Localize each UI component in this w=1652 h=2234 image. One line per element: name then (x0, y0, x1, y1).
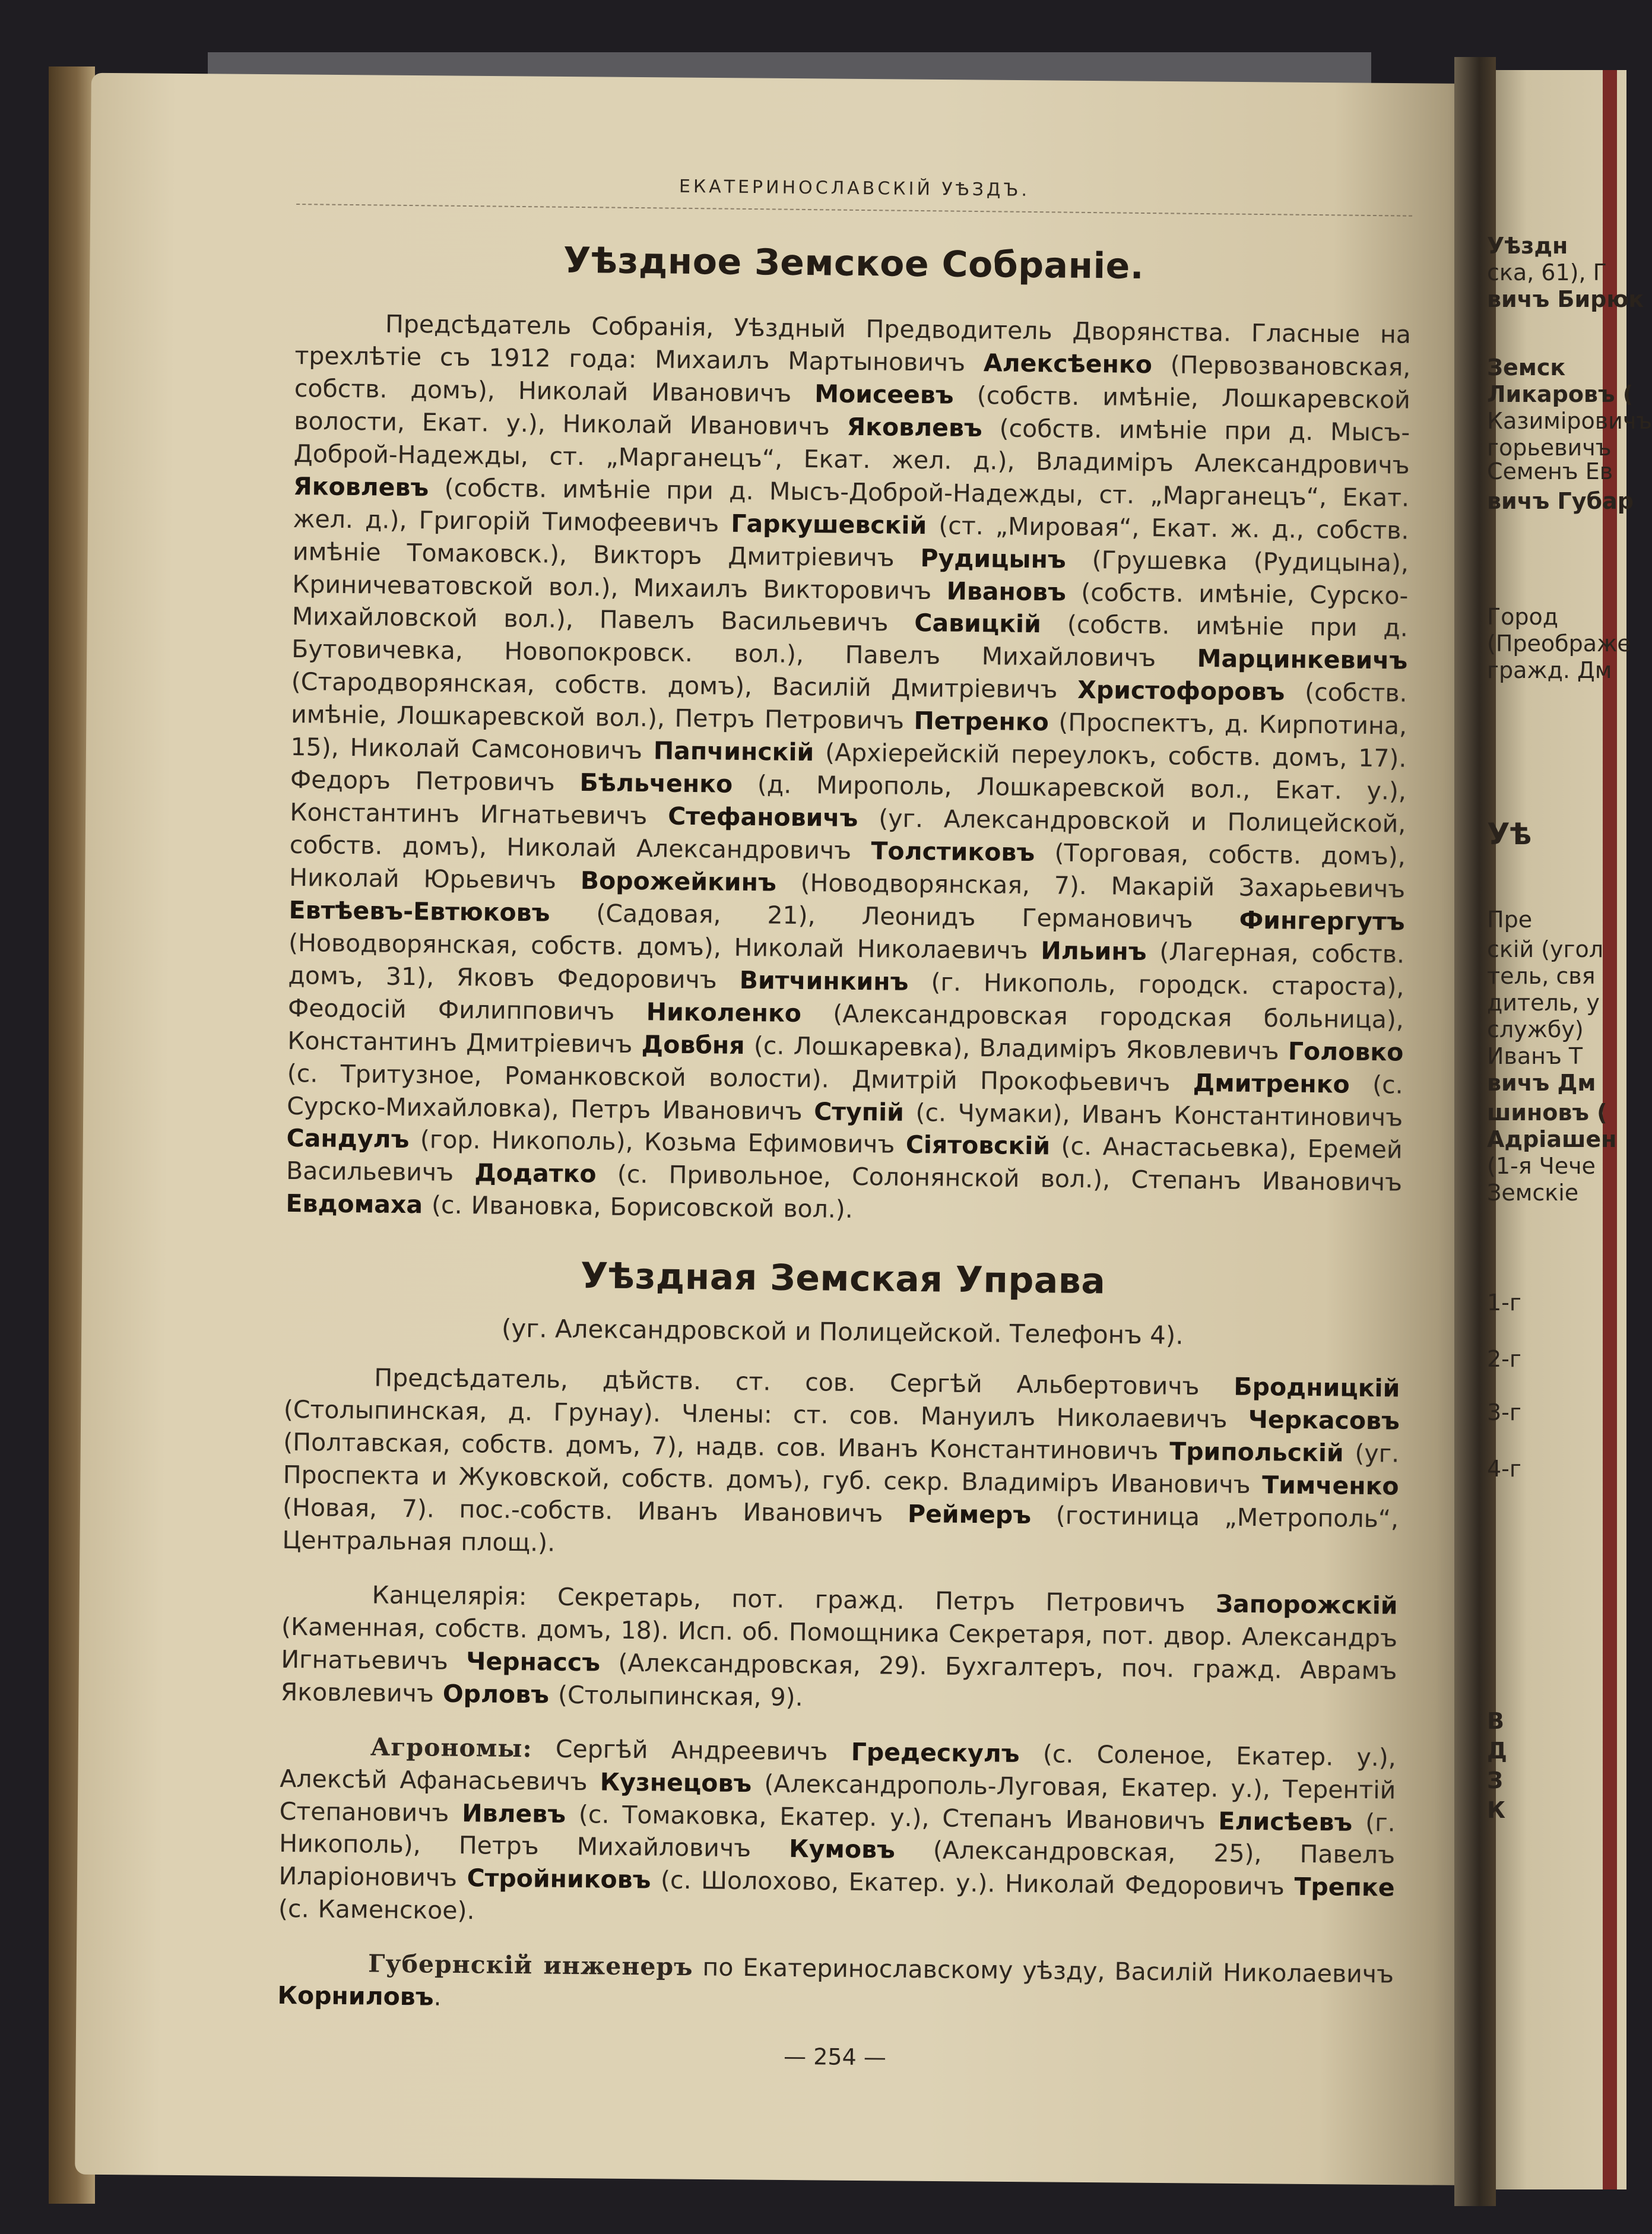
run-in-heading: Агрономы: (370, 1732, 532, 1763)
surname: Фингергутъ (1239, 905, 1405, 936)
surname: Папчинскій (653, 736, 814, 767)
right-page-fragment: скій (угол (1487, 936, 1603, 962)
surname: Ворожейкинъ (580, 866, 777, 897)
surname: Гаркушевскій (731, 509, 927, 540)
surname: Христофоровъ (1077, 676, 1285, 706)
right-page-fragment: шиновъ ( (1487, 1099, 1607, 1126)
right-page-fragment: Уѣздн (1487, 233, 1568, 259)
surname: Евдомаха (286, 1189, 423, 1219)
right-page-fragment: 2-г (1487, 1346, 1521, 1372)
surname: Марцинкевичъ (1197, 644, 1408, 676)
surname: Сандулъ (286, 1124, 410, 1154)
page-number: — 254 — (783, 2043, 887, 2071)
surname: Орловъ (442, 1679, 550, 1709)
right-page-fragment: 3-г (1487, 1399, 1521, 1425)
surname: Трипольскій (1169, 1437, 1344, 1468)
right-page-fragment: Иванъ Т (1487, 1043, 1583, 1069)
surname: Ивлевъ (461, 1798, 566, 1829)
right-page-fragment: В (1487, 1708, 1504, 1734)
surname: Моисеевъ (814, 379, 954, 410)
surname: Яковлевъ (846, 412, 982, 442)
right-page-fragment: дитель, у (1487, 990, 1600, 1016)
paragraph-sobranie: Предсѣдатель Собранія, Уѣздный Предводитель Дворянства. Гласные на трехлѣтіе съ 1912 года: Михаилъ Мартыновичъ Алексѣенко (Первозвановская, собств. домъ), Николай Ивановичъ Моисеевъ (собств. имѣніе, Лошкаревской волости, Екат. у.), Николай Ивановичъ Яковлевъ (собств. имѣніе при д. Мысъ-Доброй-Надежды, ст. „Марганецъ“, Екат. жел. д.), Владиміръ Александровичъ Яковлевъ (собств. имѣніе при д. Мысъ-Доброй-Надежды, ст. „Марганецъ“, Екат. жел. д.), Григорій Тимофеевичъ Гаркушевскій (ст. „Мировая“, Екат. ж. д., собств. имѣніе Томаковск.), Викторъ Дмитріевичъ Рудицынъ (Грушевка (Рудицына), Криничеватовской вол.), Михаилъ Викторовичъ Ивановъ (собств. имѣніе, Сурско-Михайловской вол.), Павелъ Васильевичъ Савицкій (собств. имѣніе при д. Бутовичевка, Новопокровск. вол.), Павелъ Михайловичъ Марцинкевичъ (Стародворянская, собств. домъ), Василій Дмитріевичъ Христофоровъ (собств. имѣніе, Лошкаревской вол.), Петръ Петровичъ Петренко (Проспектъ, д. Кирпотина, 15), Николай Самсоновичъ Папчинскій (Архіерейскій переулокъ, собств. домъ, 17). Федоръ Петровичъ Бѣльченко (д. Мирополь, Лошкаревской вол., Екат. у.), Константинъ Игнатьевичъ Стефановичъ (уг. Александровской и Полицейской, собств. домъ), Николай Александровичъ Толстиковъ (Торговая, собств. домъ), Николай Юрьевичъ Ворожейкинъ (Новодворянская, 7). Макарій Захарьевичъ Евтѣевъ-Евтюковъ (Садовая, 21), Леонидъ Германовичъ Фингергутъ (Новодворянская, собств. домъ), Николай Николаевичъ Ильинъ (Лагерная, собств. домъ, 31), Яковъ Федоровичъ Витчинкинъ (г. Никополь, городск. староста), Феодосій Филипповичъ Николенко (Александровская городская больница), Константинъ Дмитріевичъ Довбня (с. Лошкаревка), Владиміръ Яковлевичъ Головко (с. Тритузное, Романковской волости). Дмитрій Прокофьевичъ Дмитренко (с. Сурско-Михайловка), Петръ Ивановичъ Ступій (с. Чумаки), Иванъ Константиновичъ Сандулъ (гор. Никополь), Козьма Ефимовичъ Сіятовскій (с. Анастасьевка), Еремей Васильевичъ Додатко (с. Привольное, Солонянской вол.), Степанъ Ивановичъ Евдомаха (с. Ивановка, Борисовской вол.). (286, 309, 1412, 1224)
right-page-fragment: Пре (1487, 907, 1533, 933)
surname: Додатко (474, 1158, 597, 1189)
surname: Петренко (914, 706, 1049, 737)
surname: Евтѣевъ-Евтюковъ (288, 895, 550, 927)
right-page-fragment: 4-г (1487, 1456, 1521, 1482)
surname: Реймеръ (907, 1499, 1032, 1530)
section-title-sobranie: Уѣздное Земское Собраніе. (563, 239, 1144, 287)
surname: Толстиковъ (871, 836, 1035, 867)
run-in-heading: Губернскій инженеръ (367, 1949, 693, 1982)
surname: Сіятовскій (905, 1130, 1051, 1161)
right-page-fragment: вичъ Губар (1487, 488, 1634, 514)
running-head: ЕКАТЕРИНОСЛАВСКІЙ УѢЗДЪ. (678, 176, 1030, 201)
surname: Яковлевъ (293, 471, 429, 502)
right-page-fragment: (Преображе (1487, 630, 1631, 657)
surname: Савицкій (914, 609, 1042, 639)
surname: Запорожскій (1215, 1589, 1398, 1620)
surname: Витчинкинъ (739, 965, 909, 996)
surname: Стефановичъ (667, 801, 858, 833)
right-page-fragment: Уѣ (1487, 817, 1532, 851)
surname: Бродницкій (1234, 1372, 1400, 1403)
right-page-fragment: гражд. Дм (1487, 657, 1612, 683)
surname: Кумовъ (788, 1834, 896, 1865)
surname: Чернассъ (466, 1646, 601, 1677)
right-page-fragment: службу) (1487, 1016, 1584, 1042)
paragraph-chancellery: Канцелярія: Секретарь, пот. гражд. Петръ Петровичъ Запорожскій (Каменная, собств. домъ, 18). Исп. об. Помощника Секретаря, пот. двор. Александръ Игнатьевичъ Чернассъ (Александровская, 29). Бухгалтеръ, поч. гражд. Аврамъ Яковлевичъ Орловъ (Столыпинская, 9). (280, 1580, 1398, 1712)
header-rule (296, 204, 1412, 217)
surname: Тимченко (1261, 1471, 1399, 1501)
right-page-fragment: Ликаровъ ( (1487, 381, 1634, 407)
surname: Гредескулъ (851, 1737, 1020, 1768)
right-page-fragment: К (1487, 1797, 1506, 1823)
surname: Довбня (641, 1029, 745, 1060)
section-subtitle-uprava: (уг. Александровской и Полицейской. Телефонъ 4). (501, 1313, 1184, 1350)
surname: Кузнецовъ (600, 1767, 752, 1798)
surname: Головко (1288, 1037, 1404, 1067)
paragraph-agronomists: Агрономы: Сергѣй Андреевичъ Гредескулъ (с. Соленое, Екатер. у.), Алексѣй Афанасьевичъ Кузнецовъ (Александрополь-Луговая, Екатер. у.), Терентій Степановичъ Ивлевъ (с. Томаковка, Екатер. у.), Степанъ Ивановичъ Елисѣевъ (г. Никополь), Петръ Михайловичъ Кумовъ (Александровская, 25), Павелъ Иларіоновичъ Стройниковъ (с. Шолохово, Екатер. у.). Николай Федоровичъ Трепке (с. Каменское). (278, 1732, 1397, 1925)
right-page-fragment: горьевичъ (1487, 435, 1612, 461)
right-page-fragment: Земск (1487, 354, 1566, 381)
right-page-fragment: тель, свя (1487, 963, 1596, 989)
surname: Елисѣевъ (1218, 1806, 1353, 1837)
surname: Алексѣенко (983, 348, 1153, 379)
right-page-fragment: ска, 61), Г (1487, 259, 1607, 286)
surname: Стройниковъ (467, 1864, 651, 1894)
page-content (277, 156, 1413, 2076)
surname: Ильинъ (1041, 936, 1147, 966)
surname: Трепке (1294, 1872, 1395, 1902)
right-page-fragment: З (1487, 1767, 1503, 1793)
right-page-fragment: вичъ Бирюк (1487, 286, 1644, 312)
right-page-fragment: Семенъ Ев (1487, 458, 1613, 484)
paragraph-uprava-members: Предсѣдатель, дѣйств. ст. сов. Сергѣй Альбертовичъ Бродницкій (Столыпинская, д. Грунау). Члены: ст. сов. Мануилъ Николаевичъ Черкасовъ (Полтавская, собств. домъ, 7), надв. сов. Иванъ Константиновичъ Трипольскій (уг. Проспекта и Жуковской, собств. домъ), губ. секр. Владиміръ Ивановичъ Тимченко (Новая, 7). пос.-собств. Иванъ Ивановичъ Реймеръ (гостиница „Метрополь“, Центральная площ.). (282, 1363, 1400, 1557)
paragraph-engineer: Губернскій инженеръ по Екатеринославскому уѣзду, Василій Николаевичъ Корниловъ. (277, 1949, 1394, 2011)
surname: Корниловъ (277, 1981, 434, 2011)
right-page-fragment: (1-я Чече (1487, 1153, 1596, 1179)
surname: Николенко (646, 997, 802, 1028)
right-page-fragment: вичъ Дм (1487, 1070, 1596, 1096)
right-page-fragment: Город (1487, 604, 1559, 630)
surname: Рудицынъ (920, 543, 1066, 574)
right-page-fragment: 1-г (1487, 1289, 1521, 1316)
surname: Ивановъ (946, 576, 1067, 607)
right-page-fragment: Д (1487, 1738, 1507, 1764)
right-page-fragment: Адріашен (1487, 1126, 1617, 1152)
surname: Дмитренко (1193, 1068, 1350, 1099)
surname: Бѣльченко (579, 768, 733, 798)
surname: Ступій (813, 1097, 905, 1127)
section-title-uprava: Уѣздная Земская Управа (580, 1255, 1106, 1303)
right-page-fragment: Земскіе (1487, 1180, 1579, 1206)
surname: Черкасовъ (1248, 1405, 1400, 1436)
right-page-fragment: Казиміровичъ (1487, 408, 1652, 434)
